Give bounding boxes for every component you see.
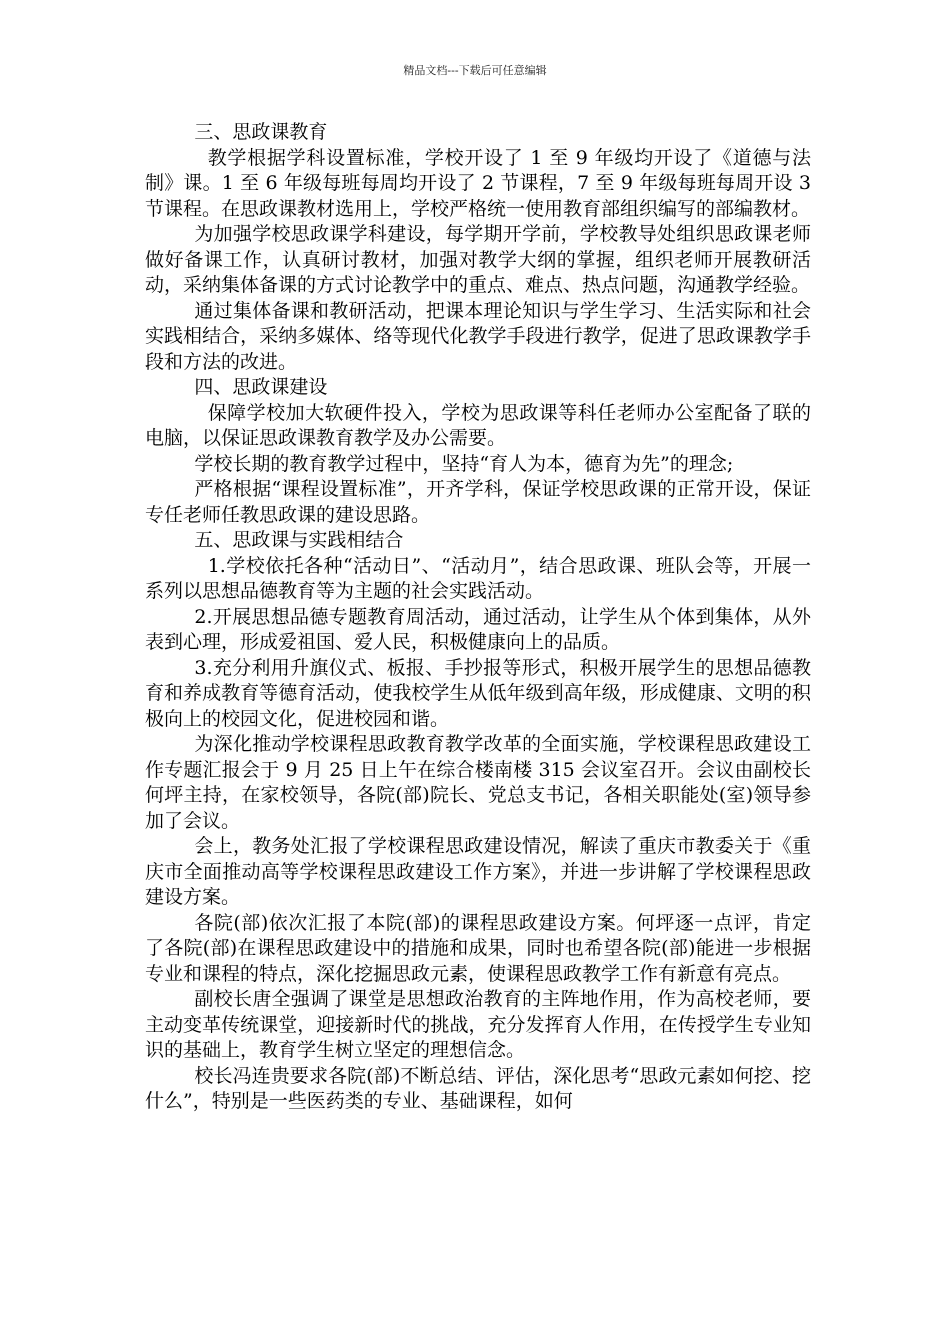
paragraph: 严格根据“课程设置标准”，开齐学科，保证学校思政课的正常开设，保证专任老师任教思政课的建设思路。	[145, 478, 811, 526]
paragraph: 会上，教务处汇报了学校课程思政建设情况，解读了重庆市教委关于《重庆市全面推动高等学校课程思政建设工作方案》，并进一步讲解了学校课程思政建设方案。	[145, 835, 811, 908]
paragraph: 学校长期的教育教学过程中，坚持“育人为本，德育为先”的理念;	[194, 452, 734, 475]
paragraph: 副校长唐全强调了课堂是思想政治教育的主阵地作用，作为高校老师，要主动变革传统课堂，迎接新时代的挑战，充分发挥育人作用，在传授学生专业知识的基础上，教育学生树立坚定的理想信念。	[145, 988, 811, 1061]
section-heading-5: 五、思政课与实践相结合	[194, 529, 404, 551]
paragraph: 通过集体备课和教研活动，把课本理论知识与学生学习、生活实际和社会实践相结合，采纳多媒体、络等现代化教学手段进行教学，促进了思政课教学手段和方法的改进。	[145, 299, 811, 373]
paragraph-truncated: 校长冯连贵要求各院(部)不断总结、评估，深化思考“思政元素如何挖、挖什么”，特别是一些医药类的专业、基础课程，如何	[145, 1064, 811, 1112]
list-item: 1.学校依托各种“活动日”、“活动月”，结合思政课、班队会等，开展一系列以思想品德教育等为主题的社会实践活动。	[145, 554, 811, 602]
paragraph: 各院(部)依次汇报了本院(部)的课程思政建设方案。何坪逐一点评，肯定了各院(部)在课程思政建设中的措施和成果，同时也希望各院(部)能进一步根据专业和课程的特点，深化挖掘思政元素，使课程思政教学工作有新意有亮点。	[145, 911, 811, 985]
paragraph: 教学根据学科设置标准，学校开设了 1 至 9 年级均开设了《道德与法制》课。1 至 6 年级每班每周均开设了 2 节课程，7 至 9 年级每班每周开设 3 节课程。在思政课教材选用上，学校严格统一使用教育部组织编写的部编教材。	[145, 146, 811, 220]
paragraph: 为深化推动学校课程思政教育教学改革的全面实施，学校课程思政建设工作专题汇报会于 9 月 25 日上午在综合楼南楼 315 会议室召开。会议由副校长何坪主持，在家校领导，各院(部)院长、党总支书记，各相关职能处(室)领导参加了会议。	[145, 733, 811, 832]
section-heading-4: 四、思政课建设	[194, 376, 328, 398]
paragraph: 保障学校加大软硬件投入，学校为思政课等科任老师办公室配备了联的电脑，以保证思政课教育教学及办公需要。	[145, 401, 811, 449]
page-header: 精品文档---下载后可任意编辑	[403, 64, 547, 77]
document-body	[145, 120, 811, 1116]
section-heading-3: 三、思政课教育	[194, 121, 328, 143]
list-item: 3.充分利用升旗仪式、板报、手抄报等形式，积极开展学生的思想品德教育和养成教育等德育活动，使我校学生从低年级到高年级，形成健康、文明的积极向上的校园文化，促进校园和谐。	[145, 656, 811, 730]
paragraph: 为加强学校思政课学科建设，每学期开学前，学校教导处组织思政课老师做好备课工作，认真研讨教材，加强对教学大纲的掌握，组织老师开展教研活动，采纳集体备课的方式讨论教学中的重点、难点、热点问题，沟通教学经验。	[145, 223, 811, 296]
list-item: 2.开展思想品德专题教育周活动，通过活动，让学生从个体到集体，从外表到心理，形成爱祖国、爱人民，积极健康向上的品质。	[145, 605, 811, 653]
